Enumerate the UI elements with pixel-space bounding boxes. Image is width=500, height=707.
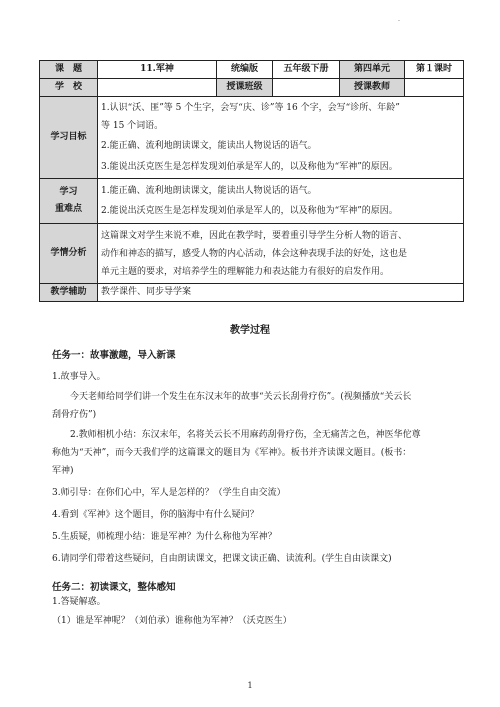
keypoints-line: 1.能正确、流利地朗读课文，能读出人物说话的语气。 (101, 186, 317, 196)
row-goals (40, 97, 464, 179)
analysis-line: 动作和神态的描写，感受人物的内心活动，体会这种表现手法的好处，这也是 (101, 248, 408, 259)
goals-line: 等 15 个词语。 (101, 120, 164, 131)
analysis-line: 单元主题的要求，对培养学生的理解能力和表达能力有很好的启发作用。 (101, 266, 390, 277)
task1-line: 军神) (52, 466, 74, 476)
analysis-content (98, 224, 464, 284)
label-keypoints-line1: 学习 (59, 187, 78, 197)
goals-line: 2.能正确、流利地朗读课文，能读出人物说话的语气。 (101, 140, 317, 151)
task1-line: 1.故事导入。 (52, 372, 106, 382)
task1-line: 3.师引导：在你们心中，军人是怎样的？（学生自由交流） (52, 488, 286, 498)
task2-title: 任务二：初读课文，整体感知 (52, 582, 176, 593)
goals-line: 3.能说出沃克医生是怎样发现刘伯承是军人的，以及称他为“军神”的原因。 (101, 161, 398, 172)
task1-line: 刮骨疗伤”) (52, 410, 97, 420)
label-school: 学 校 (40, 79, 98, 97)
label-class: 授课班级 (217, 79, 273, 97)
task1-line: 6.请同学们带着这些疑问，自由朗读课文，把课文读正确、读流利。(学生自由读课文) (52, 554, 392, 564)
goals-line: 1.认识“沃、匪”等 5 个生字，会写“庆、诊”等 16 个字，会写“诊所、年龄” (101, 102, 400, 113)
label-topic: 课 题 (40, 61, 98, 79)
goals-content (98, 97, 464, 179)
process-title: 教学过程 (230, 325, 270, 336)
label-goals: 学习目标 (40, 97, 98, 179)
label-keypoints-line2: 重难点 (54, 204, 82, 214)
task2-line: （1）谁是军神呢？（刘伯承）谁称他为军神？（沃克医生） (52, 616, 292, 626)
edition-value: 统编版 (217, 61, 273, 79)
label-teacher: 授课教师 (340, 79, 405, 97)
task1-title: 任务一：故事激趣，导入新课 (52, 350, 176, 361)
school-value (98, 79, 217, 97)
row-analysis (40, 224, 464, 284)
task2-line: 1.答疑解惑。 (52, 597, 106, 607)
row-school (40, 79, 464, 97)
analysis-line: 这篇课文对学生来说不难，因此在教学时，要着重引导学生分析人物的语言、 (101, 230, 408, 241)
label-analysis: 学情分析 (40, 224, 98, 284)
lesson-value: 第１课时 (405, 61, 464, 79)
row-keypoints (40, 179, 464, 224)
unit-value: 第四单元 (340, 61, 405, 79)
teacher-value (405, 79, 464, 97)
task1-line: 称他为“天神”，而今天我们学的这篇课文的题目为《军神》。板书并齐读课文题目。(板书： (52, 448, 412, 458)
task1-line: 2.教师相机小结：东汉末年，名将关云长不用麻药刮骨疗伤，全无痛苦之色，神医华佗尊 (70, 430, 421, 440)
grade-value: 五年级下册 (273, 61, 340, 79)
scan-mark (398, 20, 400, 21)
label-aids: 教学辅助 (40, 284, 98, 302)
row-topic (40, 61, 464, 79)
class-value (273, 79, 340, 97)
label-keypoints (40, 179, 98, 224)
page-number: 1 (247, 681, 253, 690)
keypoints-content (98, 179, 464, 224)
row-aids (40, 284, 464, 302)
task1-line: 5.生质疑，师梳理小结：谁是军神？为什么称他为军神？ (52, 532, 277, 542)
lesson-info-table (39, 60, 464, 302)
aids-content: 教学课件、同步导学案 (98, 284, 464, 302)
topic-value: 11.军神 (98, 61, 217, 79)
keypoints-line: 2.能说出沃克医生是怎样发现刘伯承是军人的，以及称他为“军神”的原因。 (101, 206, 398, 216)
task1-line: 4.看到《军神》这个题目，你的脑海中有什么疑问？ (52, 510, 259, 520)
task1-line: 今天老师给同学们讲一个发生在东汉末年的故事“关云长刮骨疗伤”。(视频播放“关云长 (70, 392, 412, 402)
